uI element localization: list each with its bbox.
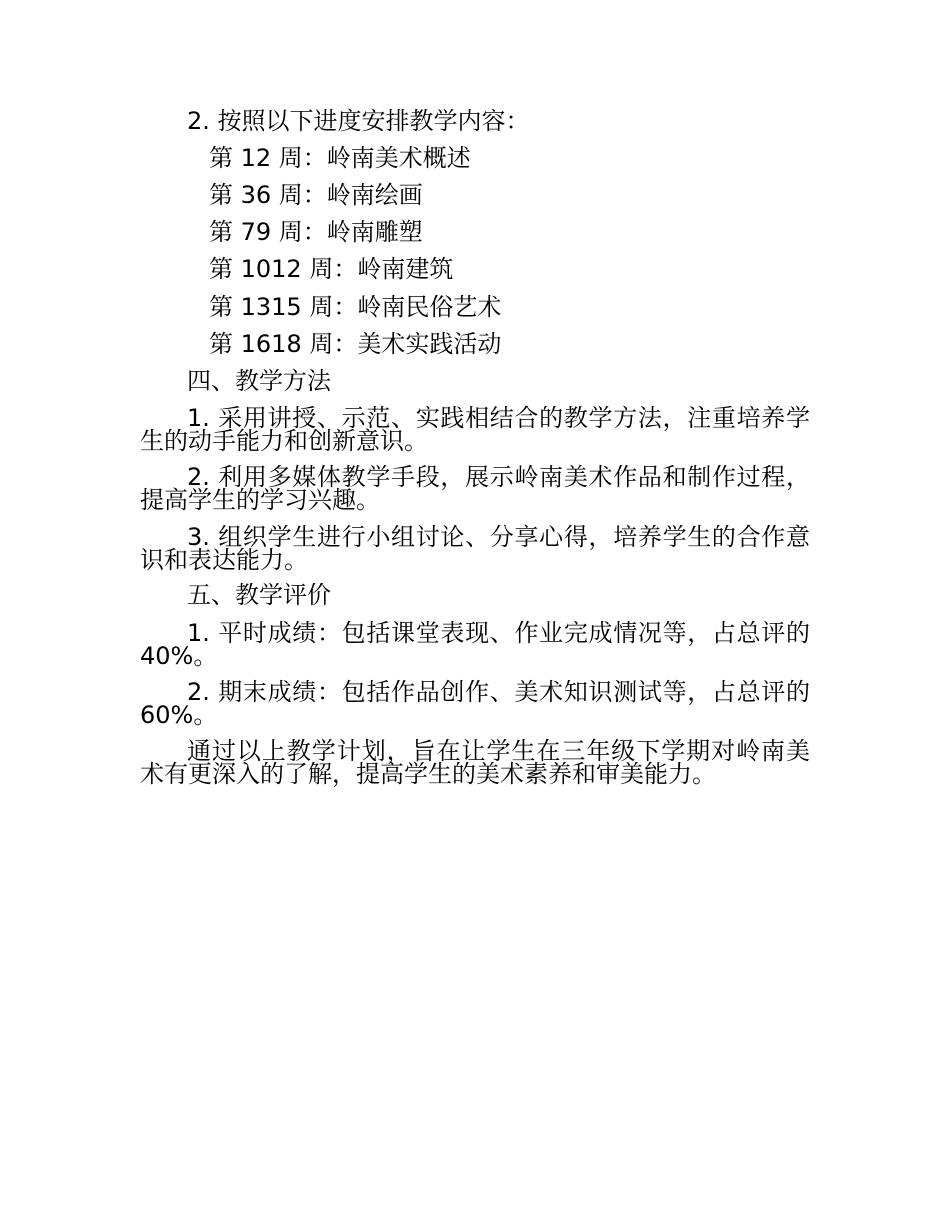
schedule-week-item: 第 79 周：岭南雕塑 xyxy=(209,218,423,246)
evaluation-item: 1. 平时成绩：包括课堂表现、作业完成情况等，占总评的40%。 xyxy=(140,619,810,670)
evaluation-heading: 五、教学评价 xyxy=(187,581,331,609)
methods-item: 1. 采用讲授、示范、实践相结合的教学方法，注重培养学生的动手能力和创新意识。 xyxy=(140,404,810,455)
conclusion-paragraph: 通过以上教学计划，旨在让学生在三年级下学期对岭南美术有更深入的了解，提高学生的美术素养和审美能力。 xyxy=(140,737,810,788)
schedule-week-item: 第 1012 周：岭南建筑 xyxy=(209,255,454,283)
schedule-week-item: 第 1618 周：美术实践活动 xyxy=(209,330,502,358)
methods-item: 3. 组织学生进行小组讨论、分享心得，培养学生的合作意识和表达能力。 xyxy=(140,523,810,574)
schedule-week-item: 第 12 周：岭南美术概述 xyxy=(209,144,471,172)
methods-heading: 四、教学方法 xyxy=(187,367,331,395)
schedule-week-item: 第 1315 周：岭南民俗艺术 xyxy=(209,293,502,321)
methods-item: 2. 利用多媒体教学手段，展示岭南美术作品和制作过程，提高学生的学习兴趣。 xyxy=(140,463,810,514)
evaluation-item: 2. 期末成绩：包括作品创作、美术知识测试等，占总评的60%。 xyxy=(140,678,810,729)
schedule-heading: 2. 按照以下进度安排教学内容： xyxy=(187,107,530,135)
schedule-week-item: 第 36 周：岭南绘画 xyxy=(209,181,423,209)
